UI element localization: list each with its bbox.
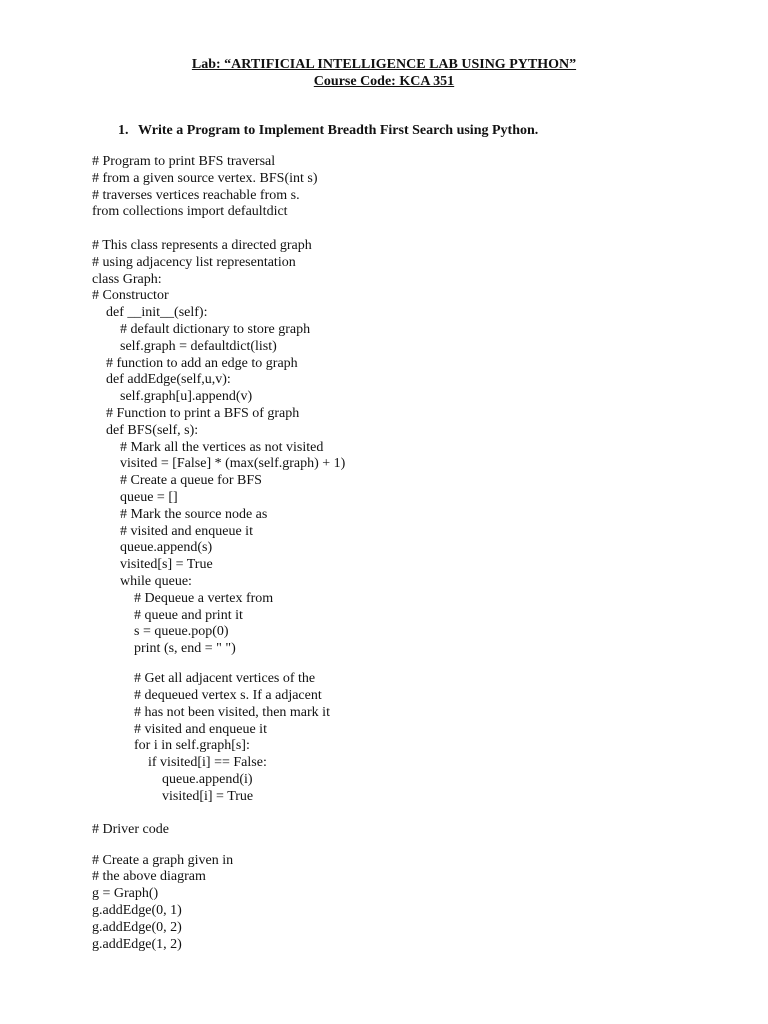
code-line: # Mark the source node as bbox=[92, 506, 268, 522]
code-line: visited[i] = True bbox=[92, 788, 254, 804]
code-line: # the above diagram bbox=[92, 869, 206, 885]
code-line: if visited[i] == False: bbox=[92, 755, 267, 771]
code-line: def __init__(self): bbox=[92, 305, 208, 321]
code-line: from collections import defaultdict bbox=[92, 204, 288, 220]
code-line: # Program to print BFS traversal bbox=[92, 154, 276, 169]
code-line: # queue and print it bbox=[92, 607, 243, 623]
code-line: visited = [False] * (max(self.graph) + 1) bbox=[92, 456, 346, 472]
code-line: # This class represents a directed graph bbox=[92, 237, 312, 253]
code-line: # Dequeue a vertex from bbox=[92, 590, 274, 606]
code-line: # Driver code bbox=[92, 822, 169, 838]
code-line: def addEdge(self,u,v): bbox=[92, 372, 231, 388]
code-line: queue = [] bbox=[92, 489, 178, 505]
code-line: queue.append(s) bbox=[92, 540, 213, 556]
code-line: class Graph: bbox=[92, 271, 162, 287]
code-line: # Function to print a BFS of graph bbox=[92, 405, 300, 421]
question-number: 1. bbox=[118, 123, 129, 138]
code-line: g = Graph() bbox=[92, 886, 159, 902]
blank-line bbox=[92, 839, 732, 852]
code-line: print (s, end = " ") bbox=[92, 641, 236, 657]
code-line: # Create a graph given in bbox=[92, 852, 234, 868]
code-listing bbox=[92, 154, 732, 953]
code-line: g.addEdge(1, 2) bbox=[92, 936, 182, 952]
code-line: # dequeued vertex s. If a adjacent bbox=[92, 688, 322, 704]
code-line: # using adjacency list representation bbox=[92, 254, 296, 270]
code-line: # Create a queue for BFS bbox=[92, 473, 262, 489]
code-line: # function to add an edge to graph bbox=[92, 355, 298, 371]
question-text: Write a Program to Implement Breadth First Search using Python. bbox=[138, 123, 539, 138]
lab-title: Lab: “ARTIFICIAL INTELLIGENCE LAB USING PYTHON” bbox=[191, 57, 577, 72]
code-line: # traverses vertices reachable from s. bbox=[92, 187, 300, 203]
code-line: self.graph[u].append(v) bbox=[92, 389, 253, 405]
code-line: # visited and enqueue it bbox=[92, 523, 253, 539]
code-line: g.addEdge(0, 1) bbox=[92, 903, 182, 919]
code-line: # default dictionary to store graph bbox=[92, 321, 311, 337]
code-line: # Constructor bbox=[92, 288, 169, 304]
code-line: visited[s] = True bbox=[92, 557, 213, 573]
code-line: self.graph = defaultdict(list) bbox=[92, 338, 277, 354]
code-line: # Get all adjacent vertices of the bbox=[92, 671, 316, 687]
code-line: for i in self.graph[s]: bbox=[92, 738, 250, 754]
code-line: # visited and enqueue it bbox=[92, 721, 267, 737]
code-line: queue.append(i) bbox=[92, 772, 253, 788]
code-line: g.addEdge(0, 2) bbox=[92, 919, 182, 935]
code-line: s = queue.pop(0) bbox=[92, 624, 229, 640]
question-heading bbox=[118, 122, 538, 139]
code-line: # from a given source vertex. BFS(int s) bbox=[92, 170, 318, 186]
code-line: def BFS(self, s): bbox=[92, 422, 199, 438]
code-line: # Mark all the vertices as not visited bbox=[92, 439, 324, 455]
code-line: while queue: bbox=[92, 573, 192, 589]
blank-line bbox=[92, 806, 732, 823]
course-code: Course Code: KCA 351 bbox=[313, 74, 455, 89]
blank-line bbox=[92, 658, 732, 671]
code-line: # has not been visited, then mark it bbox=[92, 704, 330, 720]
blank-line bbox=[92, 221, 732, 238]
